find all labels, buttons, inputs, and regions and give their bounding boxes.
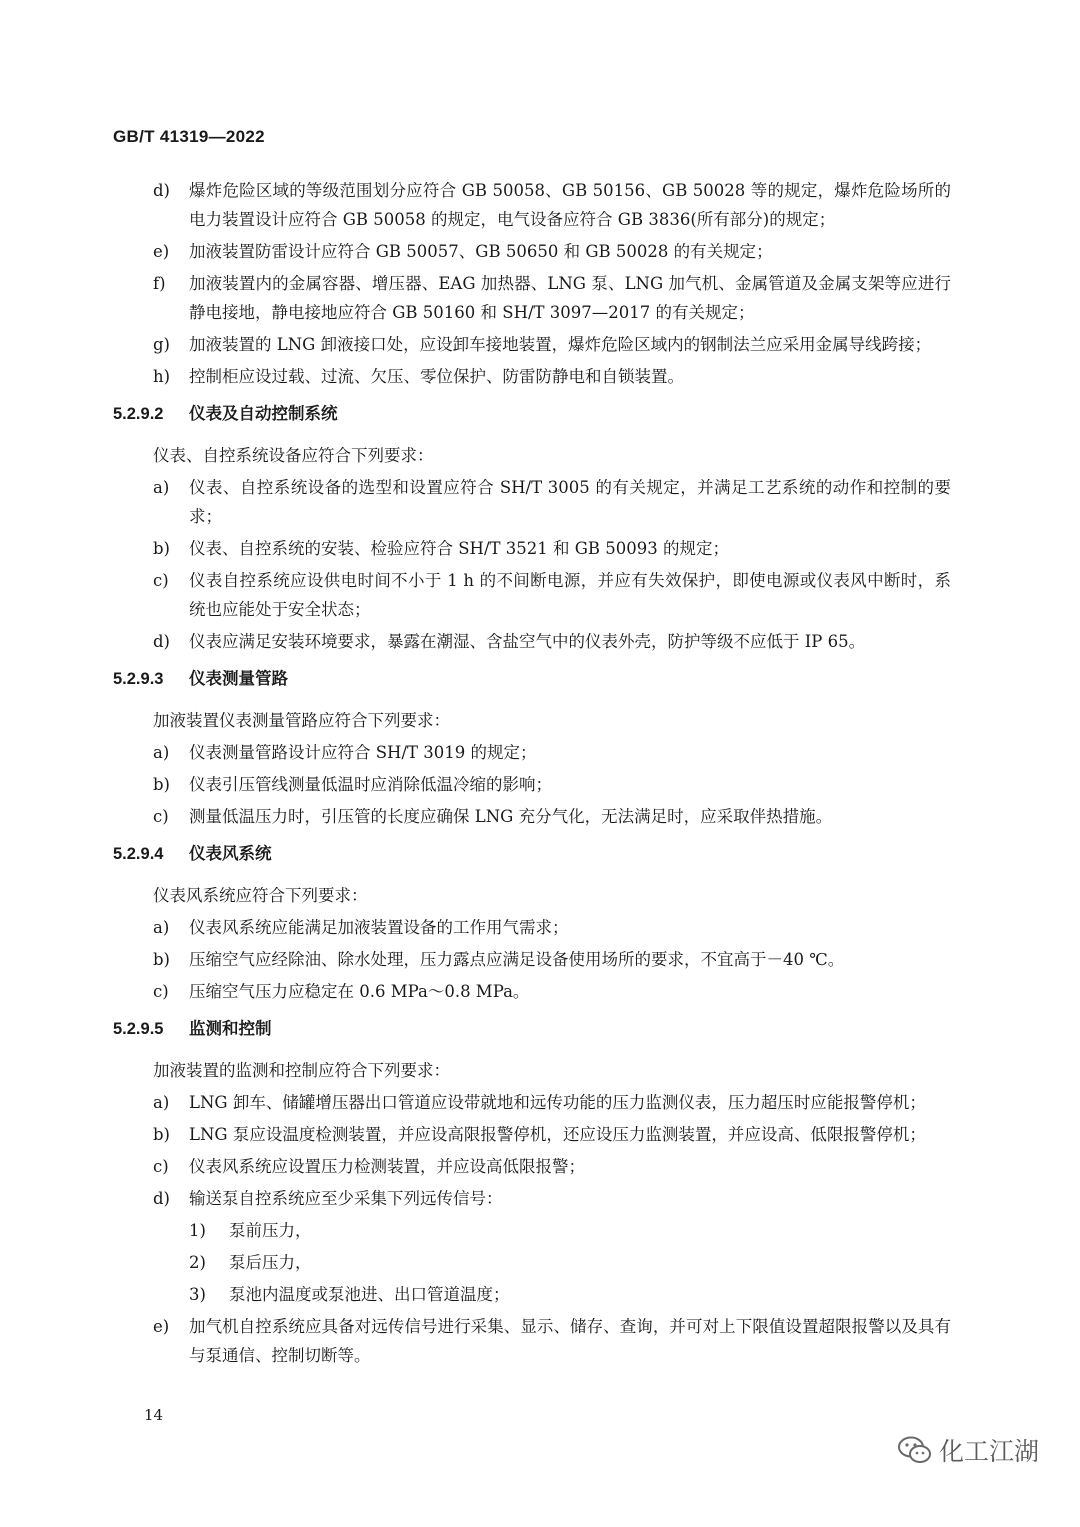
list-item <box>0 802 951 831</box>
item-marker: d) <box>153 181 170 200</box>
item-marker: b) <box>153 775 170 794</box>
item-text: 仪表、自控系统的安装、检验应符合 SH/T 3521 和 GB 50093 的规定； <box>189 539 730 558</box>
item-marker: d) <box>153 1189 170 1208</box>
item-marker: c) <box>153 807 169 826</box>
item-marker: c) <box>153 571 169 590</box>
item-marker: 3) <box>189 1285 206 1304</box>
item-text: 泵后压力， <box>229 1253 312 1272</box>
section-number: 5.2.9.4 <box>113 845 164 863</box>
item-marker: 2) <box>189 1253 206 1272</box>
item-text: 加液装置内的金属容器、增压器、EAG 加热器、LNG 泵、LNG 加气机、金属管道及金属支架等应进行静电接地，静电接地应符合 GB 50160 和 SH/T 3097—2017 的有关规定； <box>189 274 951 322</box>
item-text: 泵池内温度或泵池进、出口管道温度； <box>229 1285 510 1304</box>
item-text: 仪表测量管路设计应符合 SH/T 3019 的规定； <box>189 743 537 762</box>
item-marker: b) <box>153 1125 170 1144</box>
item-marker: a) <box>153 743 170 762</box>
item-text: 加液装置防雷设计应符合 GB 50057、GB 50650 和 GB 50028 的有关规定； <box>189 242 773 261</box>
item-text: 仪表风系统应能满足加液装置设备的工作用气需求； <box>189 918 569 937</box>
item-marker: e) <box>153 1317 170 1336</box>
section-title: 仪表及自动控制系统 <box>189 405 338 423</box>
section-number: 5.2.9.3 <box>113 670 164 688</box>
item-text: 加液装置的 LNG 卸液接口处，应设卸车接地装置，爆炸危险区域内的钢制法兰应采用金属导线跨接； <box>189 335 932 354</box>
section-title: 仪表测量管路 <box>189 670 288 688</box>
section-title: 监测和控制 <box>189 1020 272 1038</box>
item-marker: f) <box>153 274 166 293</box>
section-number: 5.2.9.2 <box>113 405 164 423</box>
list-item <box>0 1184 951 1213</box>
list-item <box>0 1088 951 1117</box>
section-heading-5-2-9-5 <box>0 1014 1080 1044</box>
list-item <box>0 1312 951 1370</box>
item-text: 控制柜应设过载、过流、欠压、零位保护、防雷防静电和自锁装置。 <box>189 367 684 386</box>
watermark-text: 化工江湖 <box>939 1437 1040 1466</box>
item-marker: e) <box>153 242 170 261</box>
section-intro: 仪表、自控系统设备应符合下列要求： <box>153 446 434 465</box>
list-item <box>0 176 951 234</box>
list-item <box>0 945 951 974</box>
item-text: 爆炸危险区域的等级范围划分应符合 GB 50058、GB 50156、GB 50028 等的规定，爆炸危险场所的电力装置设计应符合 GB 50058 的规定，电气设备应符合 GB 3836(所有部分)的规定； <box>189 181 951 229</box>
list-item <box>0 1120 951 1149</box>
item-marker: c) <box>153 1157 169 1176</box>
sub-list-item <box>0 1216 951 1245</box>
list-item <box>0 913 951 942</box>
standard-code: GB/T 41319—2022 <box>113 127 265 146</box>
item-text: 加气机自控系统应具备对远传信号进行采集、显示、储存、查询，并可对上下限值设置超限报警以及具有与泵通信、控制切断等。 <box>189 1317 951 1365</box>
item-marker: a) <box>153 478 170 497</box>
list-item <box>0 770 951 799</box>
list-item <box>0 627 951 656</box>
list-item <box>0 473 951 531</box>
item-text: 测量低温压力时，引压管的长度应确保 LNG 充分气化，无法满足时，应采取伴热措施。 <box>189 807 833 826</box>
list-item <box>0 566 951 624</box>
item-marker: 1) <box>189 1221 206 1240</box>
watermark <box>897 1432 1039 1468</box>
sub-list-item <box>0 1248 951 1277</box>
list-item <box>0 330 951 359</box>
item-text: LNG 卸车、储罐增压器出口管道应设带就地和远传功能的压力监测仪表，压力超压时应能报警停机； <box>189 1093 926 1112</box>
item-text: 仪表风系统应设置压力检测装置，并应设高低限报警； <box>189 1157 585 1176</box>
item-marker: b) <box>153 950 170 969</box>
section-heading-5-2-9-2 <box>0 399 1080 429</box>
section-intro: 加液装置的监测和控制应符合下列要求： <box>153 1061 450 1080</box>
item-text: 泵前压力， <box>229 1221 312 1240</box>
item-marker: a) <box>153 1093 170 1112</box>
section-intro: 仪表风系统应符合下列要求： <box>153 886 368 905</box>
item-text: 仪表自控系统应设供电时间不小于 1 h 的不间断电源，并应有失效保护，即使电源或仪表风中断时，系统也应能处于安全状态； <box>189 571 951 619</box>
item-text: 仪表引压管线测量低温时应消除低温冷缩的影响； <box>189 775 552 794</box>
item-text: 压缩空气压力应稳定在 0.6 MPa～0.8 MPa。 <box>189 982 530 1001</box>
list-item <box>0 362 951 391</box>
list-item <box>0 237 951 266</box>
list-item <box>0 534 951 563</box>
item-text: 输送泵自控系统应至少采集下列远传信号： <box>189 1189 503 1208</box>
item-marker: g) <box>153 335 170 354</box>
sub-list-item <box>0 1280 951 1309</box>
wechat-icon <box>897 1435 933 1465</box>
list-item <box>0 269 951 327</box>
list-item <box>0 977 951 1006</box>
section-heading-5-2-9-3 <box>0 664 1080 694</box>
section-heading-5-2-9-4 <box>0 839 1080 869</box>
list-item <box>0 738 951 767</box>
section-number: 5.2.9.5 <box>113 1020 164 1038</box>
section-intro: 加液装置仪表测量管路应符合下列要求： <box>153 711 450 730</box>
item-text: LNG 泵应设温度检测装置，并应设高限报警停机，还应设压力监测装置，并应设高、低限报警停机； <box>189 1125 926 1144</box>
page-number: 14 <box>144 1406 164 1424</box>
document-body <box>0 176 1080 1373</box>
section-title: 仪表风系统 <box>189 845 272 863</box>
item-marker: h) <box>153 367 171 386</box>
item-marker: c) <box>153 982 169 1001</box>
item-text: 仪表应满足安装环境要求，暴露在潮湿、含盐空气中的仪表外壳，防护等级不应低于 IP 65。 <box>189 632 866 651</box>
item-text: 压缩空气应经除油、除水处理，压力露点应满足设备使用场所的要求，不宜高于－40 ℃。 <box>189 950 845 969</box>
item-text: 仪表、自控系统设备的选型和设置应符合 SH/T 3005 的有关规定，并满足工艺系统的动作和控制的要求； <box>189 478 951 526</box>
item-marker: d) <box>153 632 170 651</box>
item-marker: b) <box>153 539 170 558</box>
item-marker: a) <box>153 918 170 937</box>
list-item <box>0 1152 951 1181</box>
